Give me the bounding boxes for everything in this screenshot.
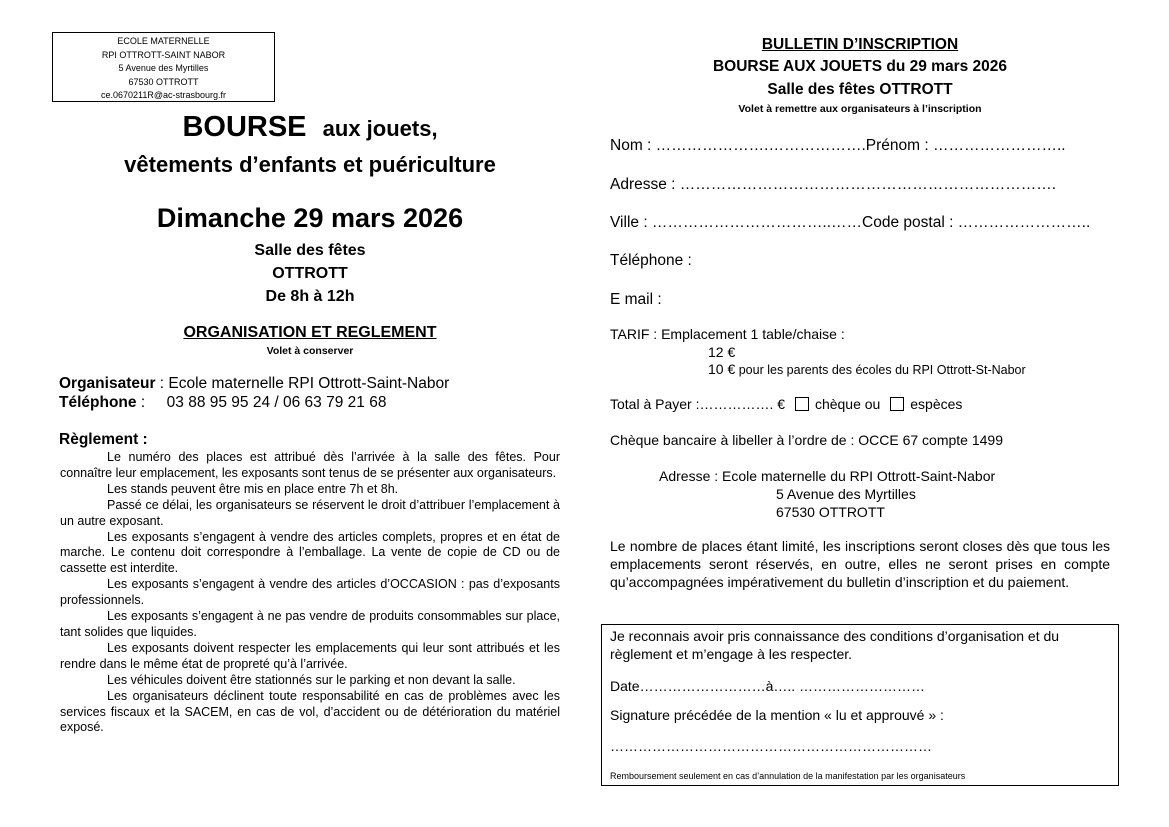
rule-paragraph: Les exposants s’engagent à vendre des articles d’OCCASION : pas d’exposants professionnels.: [60, 577, 560, 608]
school-city: 67530 OTTROTT: [128, 76, 199, 87]
rule-paragraph: Les exposants s’engagent à vendre des articles complets, propres et en état de marche. Le contenu doit correspondre à l’emballage. La vente de copie de CD ou de cassette est interdite.: [60, 529, 560, 576]
venue-hall: Salle des fêtes: [254, 242, 366, 259]
refund-note: Remboursement seulement en cas d’annulation de la manifestation par les organisateurs: [610, 771, 966, 781]
event-venue: [55, 239, 565, 308]
signature-label: Signature précédée de la mention « lu et approuvé » :: [610, 707, 944, 723]
bulletin-event: BOURSE AUX JOUETS du 29 mars 2026: [712, 58, 1008, 75]
rule-paragraph: Les exposants doivent respecter les emplacements qui leur sont attribués et les rendre dans le même état de propreté qu’à l’arrivée.: [60, 640, 560, 671]
email-field[interactable]: E mail :: [610, 291, 662, 308]
school-address-box: [52, 32, 275, 102]
cheque-option-label: chèque ou: [814, 396, 881, 412]
phone-field[interactable]: Téléphone :: [610, 252, 692, 269]
rule-paragraph: Passé ce délai, les organisateurs se réservent le droit d’attribuer l’emplacement à un autre exposant.: [60, 497, 560, 528]
title-line2: vêtements d’enfants et puériculture: [124, 152, 496, 177]
tarif-line: TARIF : Emplacement 1 table/chaise :: [610, 326, 845, 342]
title-aux-jouets: aux jouets,: [322, 116, 438, 141]
limit-notice: Le nombre de places étant limité, les inscriptions seront closes dès que tous les emplacements seront réservés, en outre, elles ne seront prises en compte qu’accompagnées impérativement du bulletin d’inscription et du paiement.: [610, 538, 1110, 590]
rule-paragraph: Les stands peuvent être mis en place entre 7h et 8h.: [107, 481, 399, 496]
bulletin-header: [610, 34, 1110, 117]
school-email: ce.0670211R@ac-strasbourg.fr: [100, 90, 227, 101]
rule-paragraph: Les exposants s’engagent à ne pas vendre de produits consommables sur place, tant solides que liquides.: [60, 609, 560, 639]
signature-field[interactable]: ……………………………………………………………: [610, 738, 932, 754]
rules-text: [60, 450, 560, 736]
cash-option-label: espèces: [910, 396, 963, 412]
cheque-checkbox[interactable]: [795, 397, 809, 411]
mailing-address: [659, 467, 995, 521]
total-payment: [610, 396, 962, 412]
tarif-price-standard: 12 €: [708, 343, 736, 360]
total-label: Total à Payer :……………. €: [610, 396, 786, 412]
main-title: [55, 108, 565, 180]
cheque-order: Chèque bancaire à libeller à l’ordre de : OCCE 67 compte 1499: [610, 432, 1004, 448]
contact-info: [59, 374, 449, 412]
school-street: 5 Avenue des Myrtilles: [118, 63, 209, 74]
venue-town: OTTROTT: [272, 265, 348, 282]
name-field[interactable]: Nom : ………………….……………….Prénom : ……………………..: [610, 137, 1066, 154]
organizer-label: Organisateur: [59, 375, 156, 392]
bulletin-subheading: Volet à remettre aux organisateurs à l’inscription: [738, 103, 982, 115]
tarif-parents-note: pour les parents des écoles du RPI Ottrott-St-Nabor: [735, 363, 1026, 377]
phone-value: : 03 88 95 95 24 / 06 63 79 21 68: [136, 394, 387, 411]
mailing-address-line1: Adresse : Ecole maternelle du RPI Ottrott-Saint-Nabor: [659, 468, 996, 484]
date-place-field[interactable]: Date………………………à….. ………………………: [610, 678, 926, 694]
rule-paragraph: Les véhicules doivent être stationnés sur le parking et non devant la salle.: [107, 672, 516, 687]
title-bourse: BOURSE: [182, 111, 307, 143]
mailing-address-line2: 5 Avenue des Myrtilles: [776, 486, 916, 502]
rule-paragraph: Les organisateurs déclinent toute responsabilité en cas de problèmes avec les services fiscaux et la SACEM, en cas de vol, d’accident ou de détérioration du matériel exposé.: [60, 688, 560, 735]
mailing-address-line3: 67530 OTTROTT: [776, 504, 885, 520]
cash-checkbox[interactable]: [890, 397, 904, 411]
event-date: Dimanche 29 mars 2026: [156, 203, 464, 233]
bulletin-venue: Salle des fêtes OTTROTT: [767, 81, 953, 98]
event-hours: De 8h à 12h: [265, 288, 355, 305]
tarif-block: [610, 326, 1026, 380]
school-name: ECOLE MATERNELLE: [117, 36, 210, 46]
organizer-value: : Ecole maternelle RPI Ottrott-Saint-Nabor: [155, 375, 450, 392]
school-rpi: RPI OTTROTT-SAINT NABOR: [101, 49, 226, 60]
bulletin-title: BULLETIN D’INSCRIPTION: [761, 36, 959, 53]
tarif-price-parents: 10 €: [708, 361, 736, 377]
confirmation-text: Je reconnais avoir pris connaissance des conditions d’organisation et du règlement et m’engage à les respecter.: [610, 628, 1060, 662]
phone-label: Téléphone: [59, 394, 137, 411]
confirmation-box: [601, 624, 1119, 786]
address-field[interactable]: Adresse : ……………………………………………………………….: [610, 176, 1057, 193]
organisation-heading: ORGANISATION ET REGLEMENT: [183, 324, 437, 341]
rule-paragraph: Le numéro des places est attribué dès l’arrivée à la salle des fêtes. Pour connaître leur emplacement, les exposants sont tenus de se présenter aux organisateurs.: [60, 450, 560, 480]
organisation-subheading: Volet à conserver: [266, 345, 354, 357]
rules-heading: Règlement :: [59, 431, 148, 448]
city-field[interactable]: Ville : ……………………………..……Code postal : ……………………..: [610, 214, 1091, 231]
